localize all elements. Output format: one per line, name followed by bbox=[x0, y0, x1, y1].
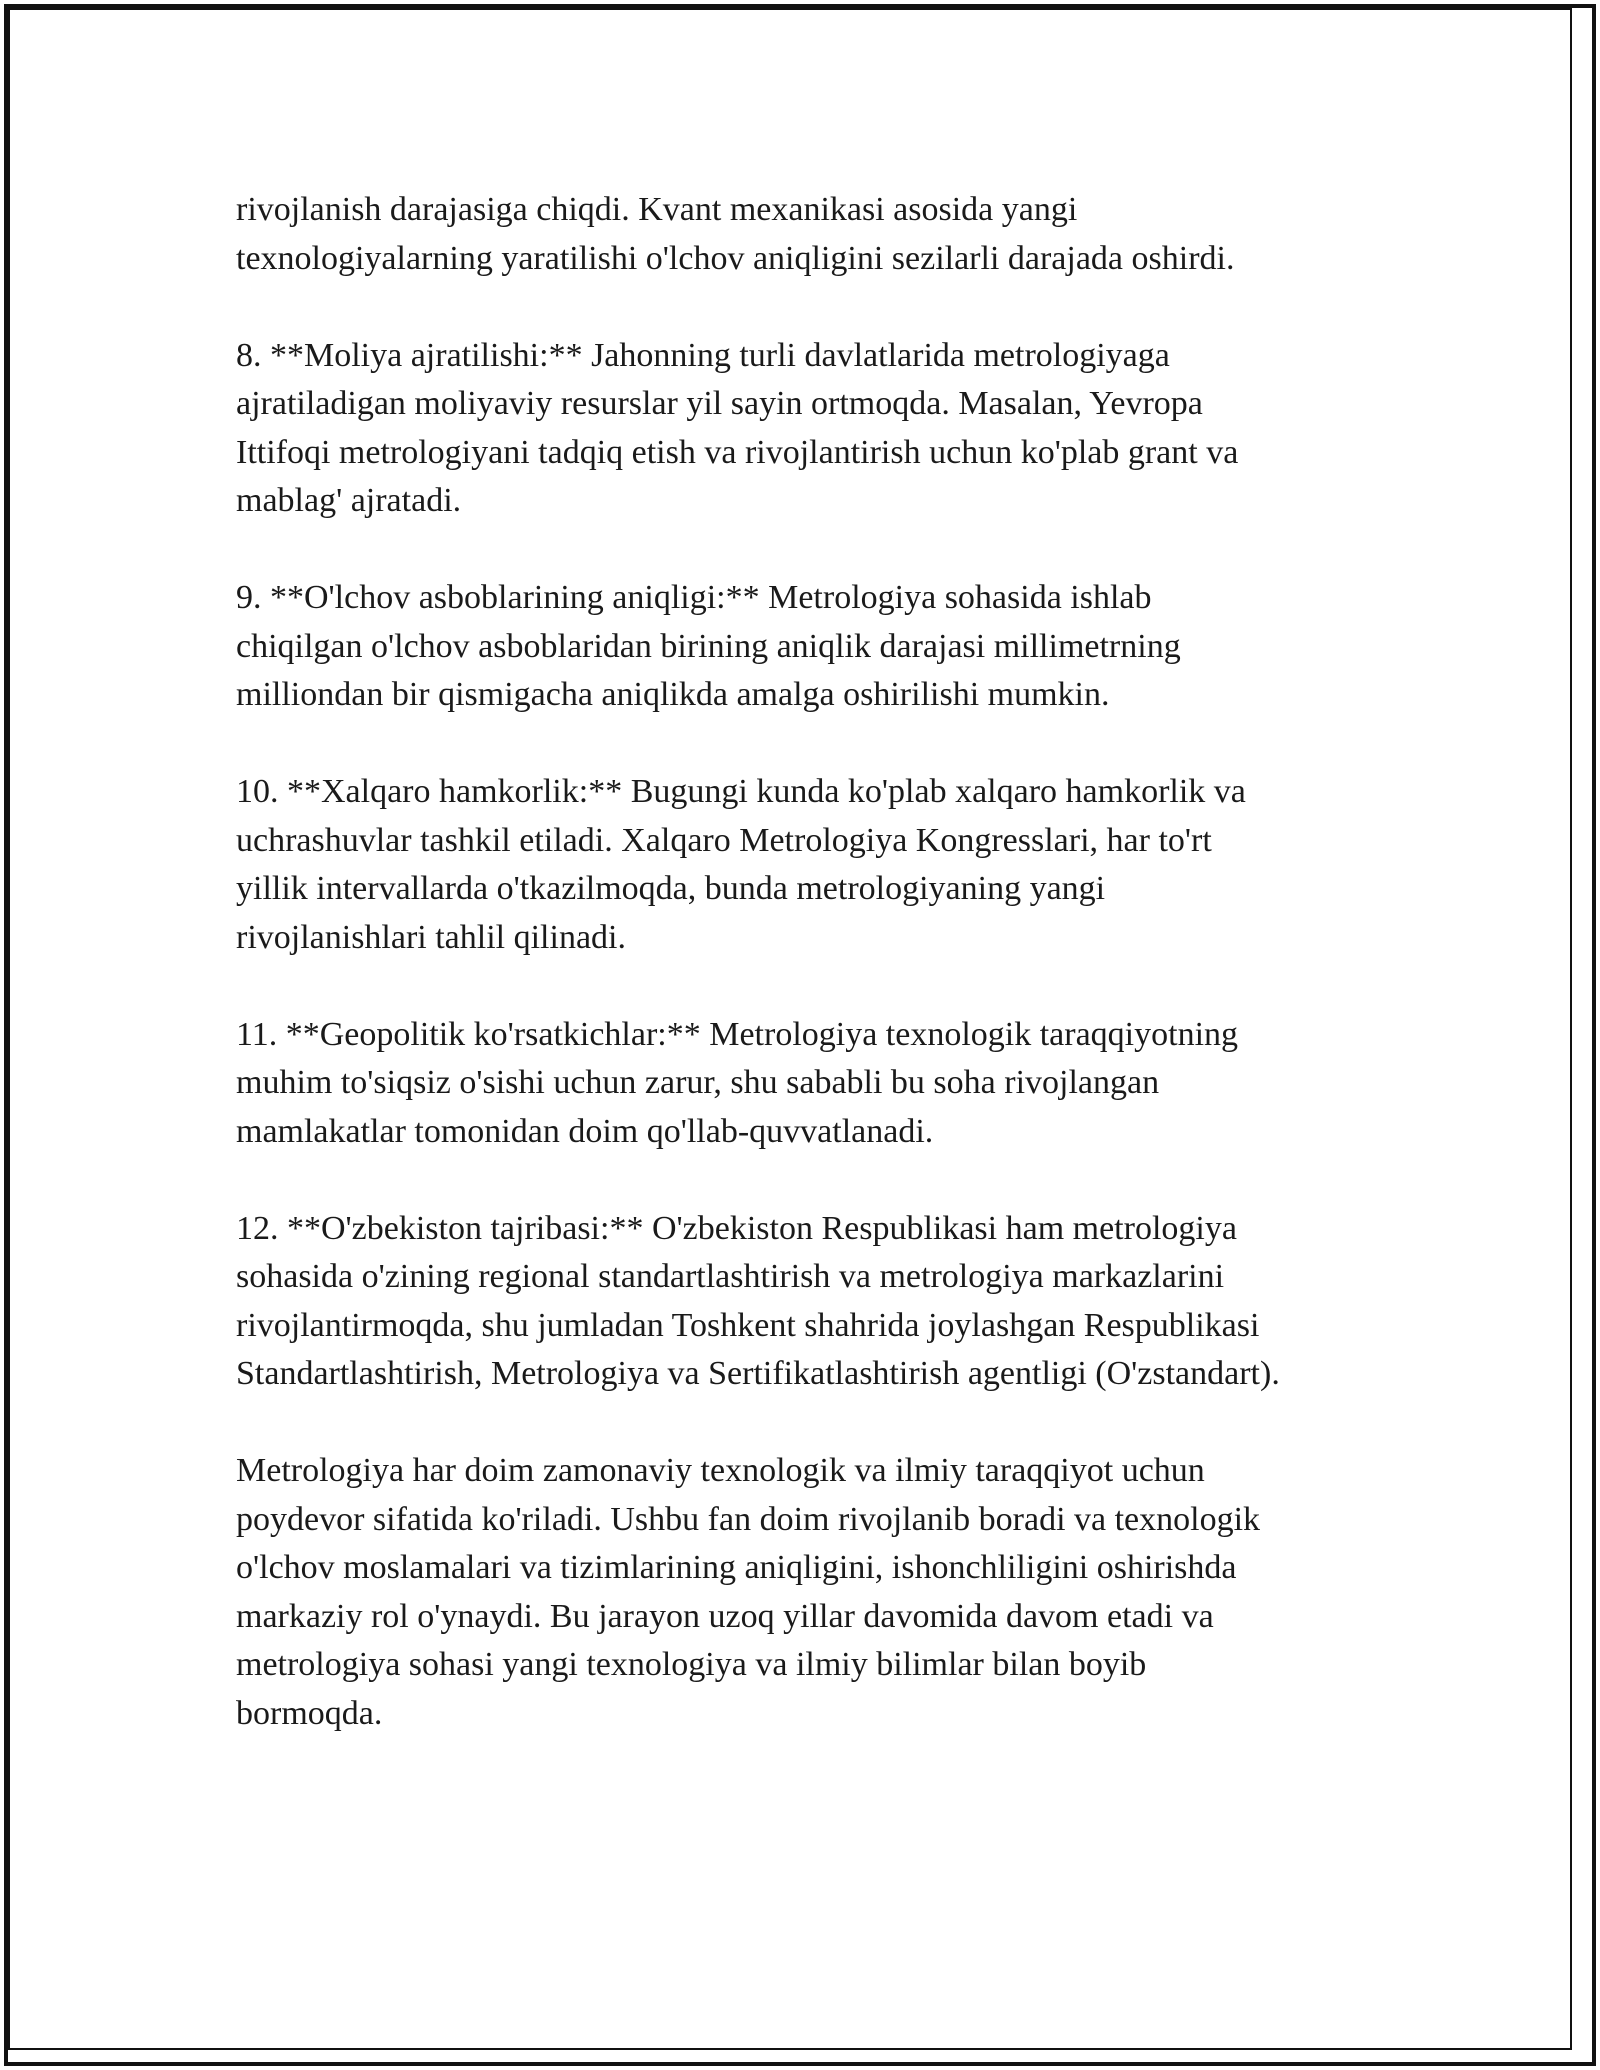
paragraph-conclusion: Metrologiya har doim zamonaviy texnologik va ilmiy taraqqiyot uchun poydevor sifatida ko'riladi. Ushbu fan doim rivojlanib boradi va texnologik o'lchov moslamalari va tizimlarining aniqligini, ishonchliligini oshirishda markaziy rol o'ynaydi. Bu jarayon uzoq yillar davomida davom etadi va metrologiya sohasi yangi texnologiya va ilmiy bilimlar bilan boyib bormoqda. bbox=[236, 1452, 1261, 1732]
paragraph-continuation: rivojlanish darajasiga chiqdi. Kvant mexanikasi asosida yangi texnologiyalarning yaratilishi o'lchov aniqligini sezilarli darajada oshirdi. bbox=[236, 191, 1235, 277]
paragraph-item-11: 11. **Geopolitik ko'rsatkichlar:** Metrologiya texnologik taraqqiyotning muhim to'siqsiz o'sishi uchun zarur, shu sababli bu soha rivojlangan mamlakatlar tomonidan doim qo'llab-quvvatlanadi. bbox=[236, 1015, 1239, 1150]
paragraph-item-8: 8. **Moliya ajratilishi:** Jahonning turli davlatlarida metrologiyaga ajratiladigan moliyaviy resurslar yil sayin ortmoqda. Masalan, Yevropa Ittifoqi metrologiyani tadqiq etish va rivojlantirish uchun ko'plab grant va mablag' ajratadi. bbox=[236, 336, 1239, 519]
paragraph-item-12: 12. **O'zbekiston tajribasi:** O'zbekiston Respublikasi ham metrologiya sohasida o'zining regional standartlashtirish va metrologiya markazlarini rivojlantirmoqda, shu jumladan Toshkent shahrida joylashgan Respublikasi Standartlashtirish, Metrologiya va Sertifikatlashtirish agentligi (O'zstandart). bbox=[236, 1209, 1280, 1392]
paragraph-item-10: 10. **Xalqaro hamkorlik:** Bugungi kunda ko'plab xalqaro hamkorlik va uchrashuvlar tashkil etiladi. Xalqaro Metrologiya Kongresslari, har to'rt yillik intervallarda o'tkazilmoqda, bunda metrologiyaning yangi rivojlanishlari tahlil qilinadi. bbox=[236, 773, 1246, 956]
paragraph-item-9: 9. **O'lchov asboblarining aniqligi:** Metrologiya sohasida ishlab chiqilgan o'lchov asboblaridan birining aniqlik darajasi millimetrning milliondan bir qismigacha aniqlikda amalga oshirilishi mumkin. bbox=[236, 579, 1181, 713]
document-body bbox=[236, 186, 1396, 1738]
